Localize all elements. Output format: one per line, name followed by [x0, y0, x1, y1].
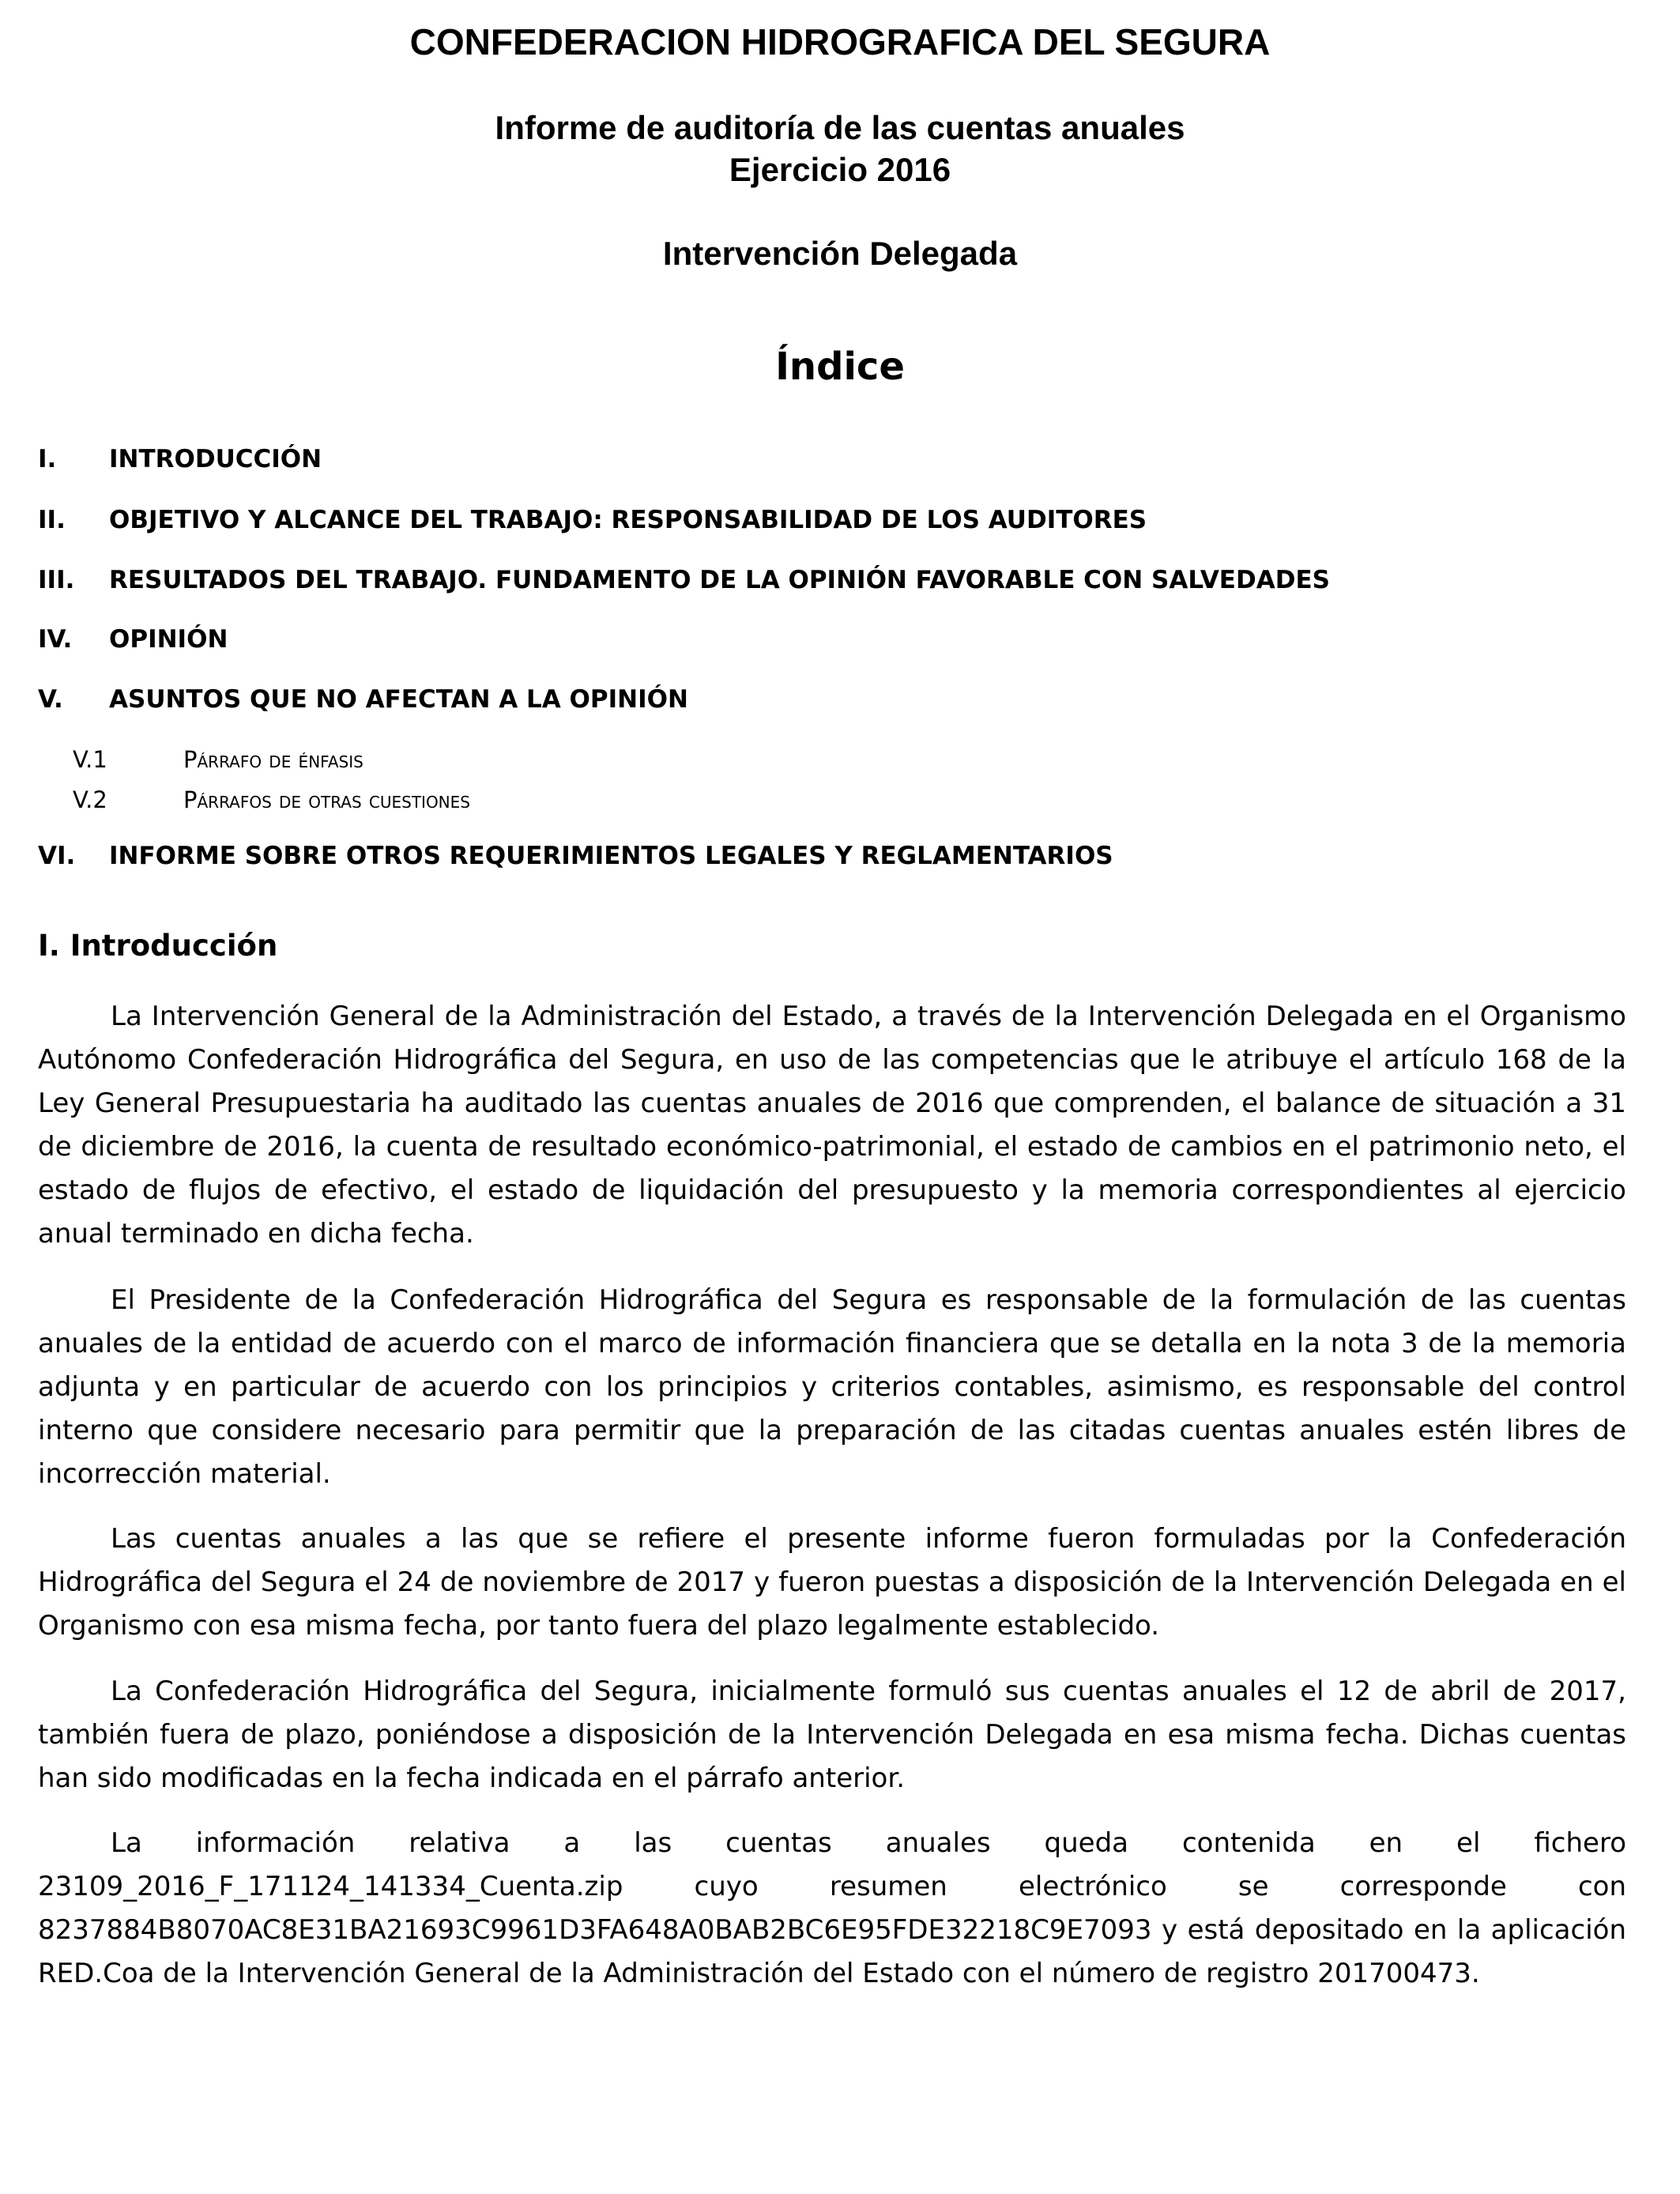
intervention-title: Intervención Delegada — [662, 235, 1018, 272]
toc-item-label: ASUNTOS QUE NO AFECTAN A LA OPINIÓN — [109, 685, 688, 714]
toc-item-label: OPINIÓN — [109, 625, 228, 654]
index-title: Índice — [775, 345, 905, 389]
intro-paragraph: La información relativa a las cuentas anuales queda contenida en el fichero 23109_2016_F_171124_141334_Cuenta.zip cuyo resumen electrónico se corresponde con 8237884B8070AC8E31BA21693C9961D3FA648A0BAB2BC6E95FDE32218C9E7093 y está depositado en la aplicación RED.Coa de la Intervención General de la Administración del Estado con el número de registro 201700473. — [38, 1827, 1626, 1989]
toc-item-number: III. — [38, 566, 75, 594]
toc-subitem-label: Párrafos de otras cuestiones — [183, 786, 470, 813]
intro-paragraph: La Confederación Hidrográfica del Segura, inicialmente formuló sus cuentas anuales el 12 de abril de 2017, también fuera de plazo, poniéndose a disposición de la Intervención Delegada en esa misma fecha. Dichas cuentas han sido modificadas en la fecha indicada en el párrafo anterior. — [38, 1676, 1626, 1794]
toc-item-label: RESULTADOS DEL TRABAJO. FUNDAMENTO DE LA OPINIÓN FAVORABLE CON SALVEDADES — [109, 566, 1330, 594]
toc-subitem-label: Párrafo de énfasis — [183, 746, 363, 773]
toc-item-number: IV. — [38, 625, 73, 654]
toc-subitem-number: V.2 — [73, 786, 107, 813]
toc-subitem-number: V.1 — [73, 746, 107, 773]
intro-paragraph: El Presidente de la Confederación Hidrográfica del Segura es responsable de la formulación de las cuentas anuales de la entidad de acuerdo con el marco de información financiera que se detalla en la nota 3 de la memoria adjunta y en particular de acuerdo con los principios y criterios contables, asimismo, es responsable del control interno que considere necesario para permitir que la preparación de las citadas cuentas anuales estén libres de incorrección material. — [38, 1284, 1626, 1490]
toc-item-number: V. — [38, 685, 63, 714]
organization-title: CONFEDERACION HIDROGRAFICA DEL SEGURA — [409, 21, 1271, 62]
toc-item-label: OBJETIVO Y ALCANCE DEL TRABAJO: RESPONSABILIDAD DE LOS AUDITORES — [109, 506, 1147, 534]
toc-item-label: INTRODUCCIÓN — [109, 445, 322, 473]
toc-item-number: II. — [38, 506, 66, 534]
toc-item-number: I. — [38, 445, 57, 473]
toc-item-number: VI. — [38, 842, 76, 870]
section-heading-introduccion: I. Introducción — [38, 929, 278, 963]
intro-paragraph: Las cuentas anuales a las que se refiere el presente informe fueron formuladas por la Confederación Hidrográfica del Segura el 24 de noviembre de 2017 y fueron puestas a disposición de la Intervención Delegada en el Organismo con esa misma fecha, por tanto fuera del plazo legalmente establecido. — [38, 1523, 1626, 1642]
report-title: Informe de auditoría de las cuentas anuales — [495, 109, 1185, 146]
intro-paragraph: La Intervención General de la Administración del Estado, a través de la Intervención Delegada en el Organismo Autónomo Confederación Hidrográfica del Segura, en uso de las competencias que le atribuye el artículo 168 de la Ley General Presupuestaria ha auditado las cuentas anuales de 2016 que comprenden, el balance de situación a 31 de diciembre de 2016, la cuenta de resultado económico-patrimonial, el estado de cambios en el patrimonio neto, el estado de flujos de efectivo, el estado de liquidación del presupuesto y la memoria correspondientes al ejercicio anual terminado en dicha fecha. — [38, 1001, 1626, 1250]
report-year: Ejercicio 2016 — [729, 151, 951, 188]
toc-item-label: INFORME SOBRE OTROS REQUERIMIENTOS LEGALES Y REGLAMENTARIOS — [109, 842, 1113, 870]
